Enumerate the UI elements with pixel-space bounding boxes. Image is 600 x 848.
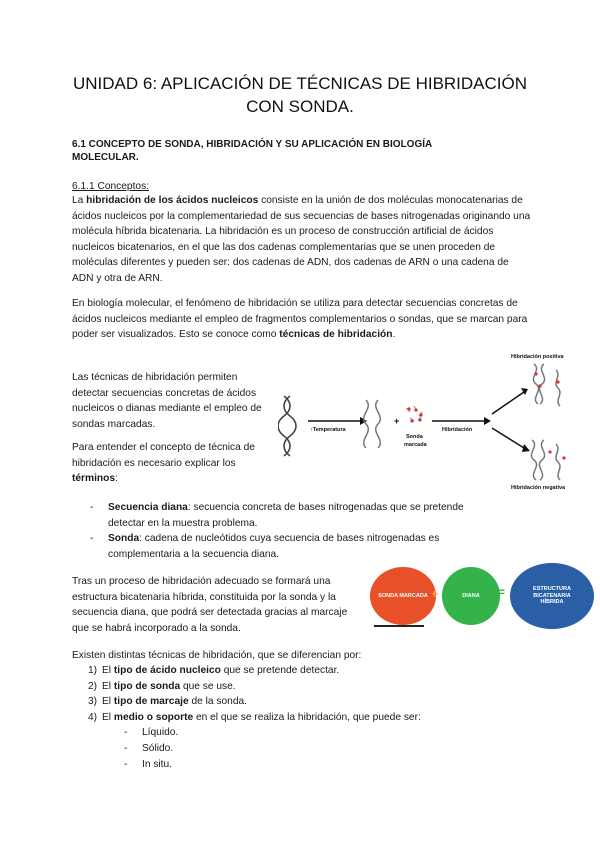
negative-hybrid-icon <box>531 440 565 480</box>
list-item: 4) El medio o soporte en el que se realiza la hibridación, que puede ser: <box>88 711 421 723</box>
paragraph-hybrid-structure: Tras un proceso de hibridación adecuado se formará una estructura bicatenaria híbrida, constituida por la sonda y la secuencia diana, que podrá ser detectada gracias al marcaje que se habrá incorporado a la sonda. <box>72 576 348 634</box>
probe-target-diagram <box>370 565 598 633</box>
paragraph-techniques: Las técnicas de hibridación permiten detectar secuencias concretas de ácidos nucleicos o dianas mediante el empleo de sondas marcadas. <box>72 372 262 430</box>
plus-sign: + <box>431 587 439 601</box>
hybridization-label: Hibridación <box>442 427 473 433</box>
equals-sign: = <box>498 585 506 599</box>
plus-sign: + <box>394 416 400 426</box>
positive-hybridization-label: Hibridación positiva <box>511 354 564 360</box>
positive-hybrid-icon <box>533 364 560 406</box>
page-title: UNIDAD 6: APLICACIÓN DE TÉCNICAS DE HIBRIDACIÓN CON SONDA. <box>72 74 528 116</box>
list-item: - Secuencia diana: secuencia concreta de bases nitrogenadas que se pretende detectar en la muestra problema. <box>90 500 490 531</box>
list-item: - Sonda: cadena de nucleótidos cuya secuencia de bases nitrogenadas es complementaria a la secuencia diana. <box>90 531 490 562</box>
list-item: - Líquido. <box>72 725 532 741</box>
paragraph-terms-intro: Para entender el concepto de técnica de hibridación es necesario explicar los términos: <box>72 442 255 485</box>
list-item: 1) El tipo de ácido nucleico que se pretende detectar. <box>88 665 340 676</box>
list-item: 3) El tipo de marcaje de la sonda. <box>88 696 247 708</box>
section-heading: 6.1 CONCEPTO DE SONDA, HIBRIDACIÓN Y SU APLICACIÓN EN BIOLOGÍA MOLECULAR. <box>72 139 433 163</box>
double-helix-icon <box>278 396 296 456</box>
list-item: 2) El tipo de sonda que se use. <box>88 680 236 692</box>
underline-shadow <box>374 625 424 627</box>
target-circle: DIANA <box>442 567 500 625</box>
probe-label-line1: Sonda <box>406 434 423 440</box>
branch-arrows-icon <box>492 388 530 452</box>
arrow-right-icon <box>308 417 367 425</box>
single-strands-icon <box>364 400 381 448</box>
list-item: - In situ. <box>72 757 532 773</box>
list-item: - Sólido. <box>72 741 532 757</box>
temperature-label: ↑Temperatura <box>310 427 346 433</box>
hybridization-diagram <box>278 348 598 496</box>
subsection-label: 6.1.1 Conceptos: <box>72 181 150 192</box>
result-circle: ESTRUCTURA BICATENARIA HÍBRIDA <box>510 563 594 629</box>
arrow-right-icon <box>432 417 491 425</box>
labeled-probe-icon <box>406 406 423 423</box>
negative-hybridization-label: Hibridación negativa <box>511 485 566 491</box>
paragraph-differences: Existen distintas técnicas de hibridación, que se diferencian por: <box>72 650 362 661</box>
factors-list <box>72 663 532 772</box>
paragraph-molecular-biology: En biología molecular, el fenómeno de hibridación se utiliza para detectar secuencias concretas de ácidos nucleicos mediante el empleo de fragmentos complementarios o sondas, que se marcan para poder ser visualizados. Esto se conoce como técnicas de hibridación. <box>72 298 528 341</box>
paragraph-hybridization-definition: La hibridación de los ácidos nucleicos consiste en la unión de dos moléculas monocatenarias de ácidos nucleicos por la complementariedad de sus secuencias de bases nitrogenadas originando una molécula híbrida bicatenaria. La hibridación es un proceso de construcción artificial de ácidos nucleicos bicatenarios, en el que las dos cadenas complementarias que se unen proceden de moléculas diferentes y pueden ser: dos cadenas de ADN, dos cadenas de ARN o una cadena de ADN y otra de ARN. <box>72 195 531 284</box>
probe-circle: SONDA MARCADA <box>370 567 436 625</box>
terms-list <box>90 500 490 562</box>
probe-label-line2: marcada <box>404 442 427 448</box>
